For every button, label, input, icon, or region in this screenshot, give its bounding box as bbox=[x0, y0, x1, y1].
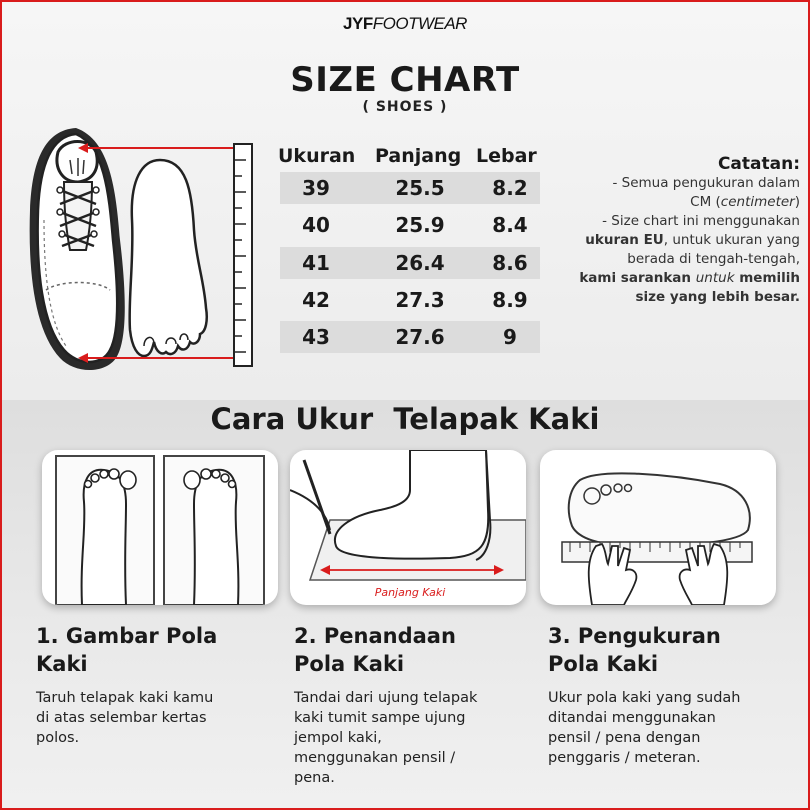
pencil-marking-icon bbox=[290, 450, 526, 605]
col-header-lebar: Lebar bbox=[476, 145, 537, 167]
step-2-illustration bbox=[290, 450, 526, 605]
notes-title: Catatan: bbox=[717, 154, 800, 174]
step-1-title: 1. Gambar Pola Kaki bbox=[36, 624, 218, 676]
notes-block bbox=[540, 155, 800, 307]
foot-outline-icon bbox=[42, 450, 278, 605]
notes-line: - Semua pengukuran dalam bbox=[612, 175, 800, 191]
cell-ukuran: 40 bbox=[302, 213, 330, 237]
step-3-title: 3. Pengukuran Pola Kaki bbox=[548, 624, 721, 676]
notes-line: size yang lebih besar. bbox=[635, 289, 800, 305]
table-row bbox=[280, 321, 540, 353]
page-subtitle: ( SHOES ) bbox=[362, 99, 448, 115]
cell-ukuran: 41 bbox=[302, 251, 330, 275]
table-row bbox=[280, 172, 540, 204]
table-row bbox=[280, 284, 540, 316]
step-1-illustration bbox=[42, 450, 278, 605]
notes-line: ukuran EU, untuk ukuran yang bbox=[585, 232, 800, 248]
step-3-illustration bbox=[540, 450, 776, 605]
notes-line: - Size chart ini menggunakan bbox=[602, 213, 800, 229]
step-1-description: Taruh telapak kaki kamu di atas selembar kertas polos. bbox=[36, 690, 214, 746]
section-title: Cara Ukur Telapak Kaki bbox=[210, 402, 600, 436]
brand-logo: JYFFOOTWEAR bbox=[343, 14, 467, 33]
cell-panjang: 25.5 bbox=[395, 176, 445, 200]
page-title: SIZE CHART bbox=[290, 60, 520, 100]
cell-lebar: 8.6 bbox=[492, 251, 528, 275]
table-row bbox=[280, 247, 540, 279]
cell-ukuran: 39 bbox=[302, 176, 330, 200]
cell-lebar: 9 bbox=[503, 325, 517, 349]
cell-panjang: 25.9 bbox=[395, 213, 445, 237]
cell-lebar: 8.4 bbox=[492, 213, 528, 237]
step-2-description: Tandai dari ujung telapak kaki tumit sampe ujung jempol kaki, menggunakan pensil / pena. bbox=[294, 690, 478, 786]
notes-line: CM (centimeter) bbox=[690, 194, 800, 210]
notes-line: berada di tengah-tengah, bbox=[627, 251, 800, 267]
panjang-kaki-label: Panjang Kaki bbox=[374, 586, 446, 599]
col-header-ukuran: Ukuran bbox=[278, 145, 356, 167]
col-header-panjang: Panjang bbox=[375, 145, 462, 167]
step-3-description: Ukur pola kaki yang sudah ditandai menggunakan pensil / pena dengan penggaris / meteran. bbox=[548, 690, 741, 766]
step-2-title: 2. Penandaan Pola Kaki bbox=[294, 624, 456, 676]
notes-line: kami sarankan untuk memilih bbox=[579, 270, 800, 286]
cell-lebar: 8.9 bbox=[492, 288, 528, 312]
cell-ukuran: 42 bbox=[302, 288, 330, 312]
cell-panjang: 26.4 bbox=[395, 251, 445, 275]
cell-ukuran: 43 bbox=[302, 325, 330, 349]
cell-lebar: 8.2 bbox=[492, 176, 528, 200]
cell-panjang: 27.6 bbox=[395, 325, 445, 349]
shoe-foot-illustration bbox=[20, 120, 270, 380]
table-row bbox=[280, 209, 540, 241]
ruler-measure-icon bbox=[540, 450, 776, 605]
cell-panjang: 27.3 bbox=[395, 288, 445, 312]
